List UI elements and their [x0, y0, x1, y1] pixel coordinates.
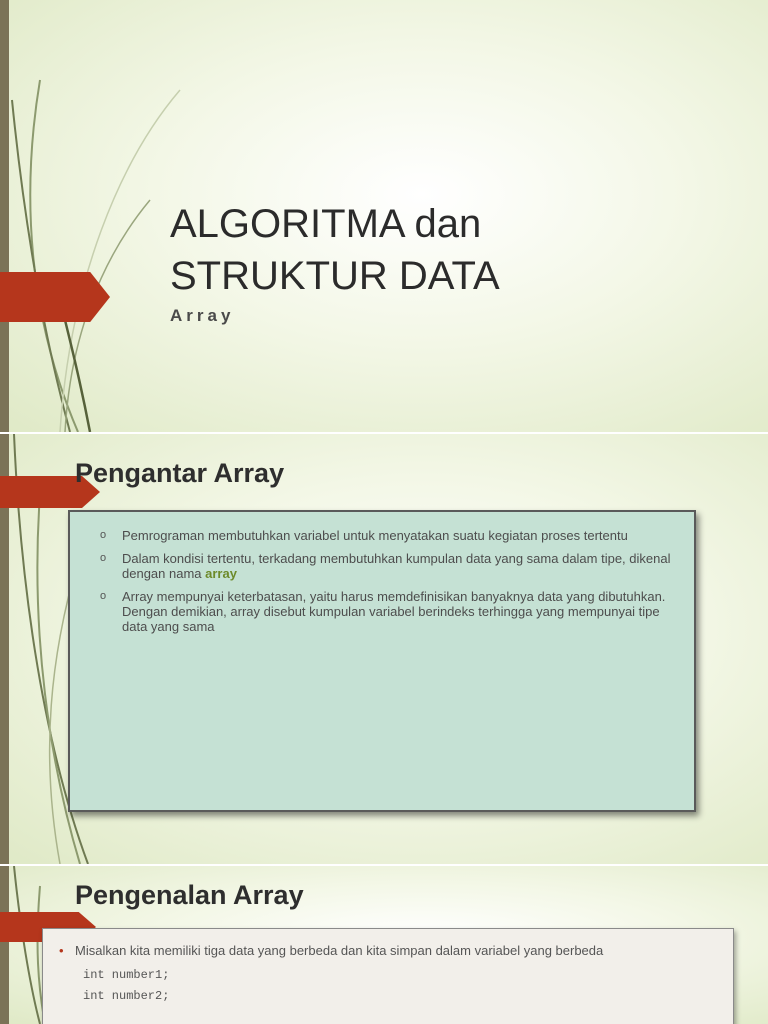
list-item: • Misalkan kita memiliki tiga data yang berbeda dan kita simpan dalam variabel yang berbeda	[59, 943, 604, 958]
title-slide	[0, 0, 768, 432]
bullet-list	[70, 512, 694, 634]
list-item: o Dalam kondisi tertentu, terkadang membutuhkan kumpulan data yang sama dalam tipe, dikenal dengan nama array	[100, 551, 671, 581]
bullet-icon: o	[100, 529, 107, 541]
content-box	[42, 928, 734, 1024]
highlight-term: array	[205, 566, 237, 581]
slide-heading: Pengenalan Array	[75, 880, 304, 910]
content-slide-pengantar	[0, 434, 768, 864]
code-line: int number1;	[83, 968, 170, 982]
code-line: int number2;	[83, 989, 170, 1003]
content-box	[68, 510, 696, 812]
bullet-icon: o	[100, 552, 107, 564]
slide-heading: Pengantar Array	[75, 458, 285, 488]
slide-title: ALGORITMA dan STRUKTUR DATA	[170, 202, 500, 298]
bullet-icon: o	[100, 590, 107, 602]
list-item: o Pemrograman membutuhkan variabel untuk menyatakan suatu kegiatan proses tertentu	[100, 528, 628, 543]
content-slide-pengenalan	[0, 866, 768, 1024]
list-item: o Array mempunyai keterbatasan, yaitu harus memdefinisikan banyaknya data yang dibutuhkan. Dengan demikian, array disebut kumpulan variabel berindeks terhingga yang mempunyai tipe data yang sama	[100, 589, 666, 634]
bullet-icon: •	[59, 943, 64, 958]
slide-subtitle: Array	[170, 306, 235, 325]
accent-tab	[0, 272, 110, 322]
